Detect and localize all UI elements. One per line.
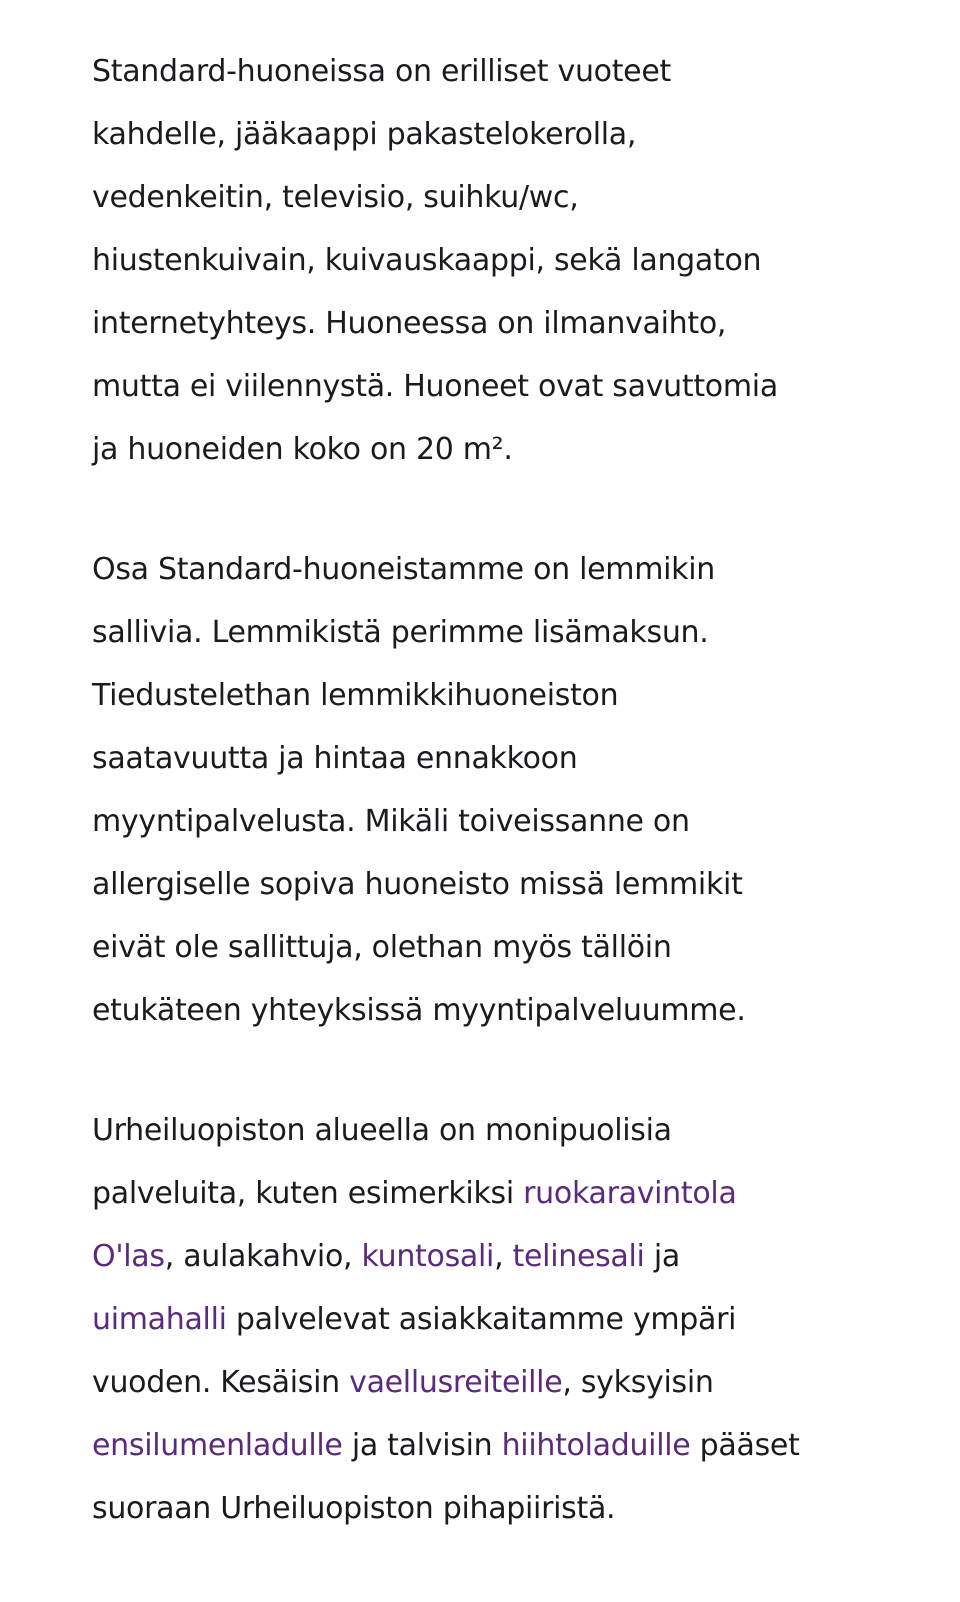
text-line [92,166,800,229]
text-line [92,292,800,355]
text-line [92,979,800,1042]
text-line [92,601,800,664]
text-segment: allergiselle sopiva huoneisto missä lemmikit [92,867,743,902]
text-segment: , aulakahvio, [164,1239,362,1274]
link-vaellusreiteille[interactable]: vaellusreiteille [349,1365,563,1400]
article-body [92,40,800,1597]
text-line [92,664,800,727]
text-line [92,1225,800,1288]
text-line [92,853,800,916]
text-segment: kahdelle, jääkaappi pakastelokerolla, [92,117,637,152]
text-line [92,1351,800,1414]
text-segment: Urheiluopiston alueella on monipuolisia [92,1113,672,1148]
text-line [92,727,800,790]
text-line [92,1162,800,1225]
text-segment: ja huoneiden koko on 20 m². [92,432,513,467]
text-segment: myyntipalvelusta. Mikäli toiveissanne on [92,804,690,839]
text-segment: mutta ei viilennystä. Huoneet ovat savuttomia [92,369,778,404]
text-line [92,538,800,601]
text-line [92,1477,800,1540]
text-segment: Tiedustelethan lemmikkihuoneiston [92,678,619,713]
text-segment: Standard-huoneissa on erilliset vuoteet [92,54,671,89]
text-segment: Osa Standard-huoneistamme on lemmikin [92,552,715,587]
text-line [92,355,800,418]
link-uimahalli[interactable]: uimahalli [92,1302,227,1337]
text-segment: vuoden. Kesäisin [92,1365,350,1400]
text-line [92,418,800,481]
text-line [92,1099,800,1162]
link-ensilumenladulle[interactable]: ensilumenladulle [92,1428,343,1463]
text-segment: palvelevat asiakkaitamme ympäri [226,1302,737,1337]
text-line [92,916,800,979]
text-segment: vedenkeitin, televisio, suihku/wc, [92,180,579,215]
link-telinesali[interactable]: telinesali [512,1239,645,1274]
link-o-las[interactable]: O'las [92,1239,165,1274]
text-line [92,1288,800,1351]
text-line [92,103,800,166]
text-line [92,229,800,292]
text-segment: , syksyisin [562,1365,714,1400]
text-segment: internetyhteys. Huoneessa on ilmanvaihto, [92,306,727,341]
text-segment: ja [644,1239,680,1274]
link-ruokaravintola[interactable]: ruokaravintola [523,1176,737,1211]
text-segment: etukäteen yhteyksissä myyntipalveluumme. [92,993,746,1028]
text-line [92,790,800,853]
text-segment: sallivia. Lemmikistä perimme lisämaksun. [92,615,709,650]
link-hiihtoladuille[interactable]: hiihtoladuille [501,1428,691,1463]
paragraph [92,538,800,1042]
text-line [92,1414,800,1477]
text-segment: suoraan Urheiluopiston pihapiiristä. [92,1491,616,1526]
paragraph [92,40,800,481]
text-segment: pääset [690,1428,800,1463]
text-segment: saatavuutta ja hintaa ennakkoon [92,741,578,776]
text-segment: ja talvisin [342,1428,502,1463]
text-segment: hiustenkuivain, kuivauskaappi, sekä langaton [92,243,762,278]
text-segment: , [494,1239,513,1274]
text-segment: palveluita, kuten esimerkiksi [92,1176,524,1211]
text-line [92,40,800,103]
link-kuntosali[interactable]: kuntosali [361,1239,495,1274]
text-segment: eivät ole sallittuja, olethan myös tällöin [92,930,672,965]
paragraph [92,1099,800,1540]
